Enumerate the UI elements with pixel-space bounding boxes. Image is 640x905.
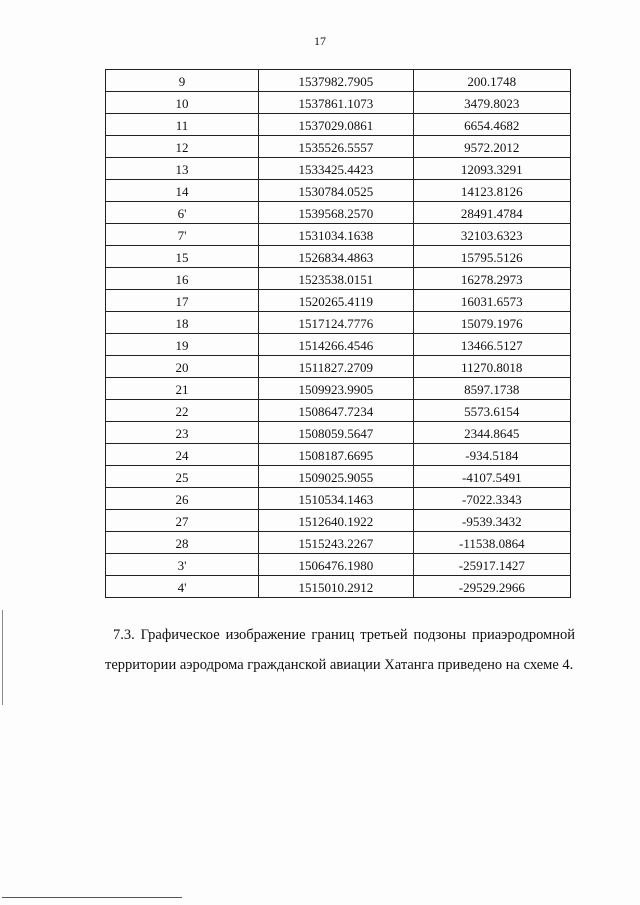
y-coordinate-cell: 11270.8018 bbox=[413, 356, 570, 378]
x-coordinate-cell: 1523538.0151 bbox=[259, 268, 413, 290]
x-coordinate-cell: 1509025.9055 bbox=[259, 466, 413, 488]
table-row bbox=[106, 158, 571, 180]
point-number-cell: 7' bbox=[106, 224, 259, 246]
point-number-cell: 6' bbox=[106, 202, 259, 224]
point-number-cell: 17 bbox=[106, 290, 259, 312]
y-coordinate-cell: -11538.0864 bbox=[413, 532, 570, 554]
point-number-cell: 16 bbox=[106, 268, 259, 290]
y-coordinate-cell: 2344.8645 bbox=[413, 422, 570, 444]
point-number-cell: 21 bbox=[106, 378, 259, 400]
x-coordinate-cell: 1531034.1638 bbox=[259, 224, 413, 246]
table-row bbox=[106, 202, 571, 224]
x-coordinate-cell: 1537029.0861 bbox=[259, 114, 413, 136]
y-coordinate-cell: 3479.8023 bbox=[413, 92, 570, 114]
x-coordinate-cell: 1509923.9905 bbox=[259, 378, 413, 400]
x-coordinate-cell: 1508187.6695 bbox=[259, 444, 413, 466]
point-number-cell: 26 bbox=[106, 488, 259, 510]
point-number-cell: 15 bbox=[106, 246, 259, 268]
point-number-cell: 10 bbox=[106, 92, 259, 114]
x-coordinate-cell: 1508647.7234 bbox=[259, 400, 413, 422]
x-coordinate-cell: 1508059.5647 bbox=[259, 422, 413, 444]
point-number-cell: 9 bbox=[106, 70, 259, 92]
table-row bbox=[106, 70, 571, 92]
scan-edge-line bbox=[2, 610, 3, 705]
table-row bbox=[106, 400, 571, 422]
point-number-cell: 19 bbox=[106, 334, 259, 356]
x-coordinate-cell: 1515010.2912 bbox=[259, 576, 413, 598]
y-coordinate-cell: -4107.5491 bbox=[413, 466, 570, 488]
table-row bbox=[106, 466, 571, 488]
x-coordinate-cell: 1537861.1073 bbox=[259, 92, 413, 114]
table-row bbox=[106, 114, 571, 136]
point-number-cell: 27 bbox=[106, 510, 259, 532]
y-coordinate-cell: -9539.3432 bbox=[413, 510, 570, 532]
x-coordinate-cell: 1537982.7905 bbox=[259, 70, 413, 92]
y-coordinate-cell: 14123.8126 bbox=[413, 180, 570, 202]
table-row bbox=[106, 136, 571, 158]
table-row bbox=[106, 554, 571, 576]
table-row bbox=[106, 268, 571, 290]
x-coordinate-cell: 1512640.1922 bbox=[259, 510, 413, 532]
y-coordinate-cell: 12093.3291 bbox=[413, 158, 570, 180]
point-number-cell: 25 bbox=[106, 466, 259, 488]
y-coordinate-cell: 8597.1738 bbox=[413, 378, 570, 400]
y-coordinate-cell: 200.1748 bbox=[413, 70, 570, 92]
y-coordinate-cell: -7022.3343 bbox=[413, 488, 570, 510]
x-coordinate-cell: 1539568.2570 bbox=[259, 202, 413, 224]
y-coordinate-cell: 16278.2973 bbox=[413, 268, 570, 290]
section-paragraph: 7.3. Графическое изображение границ третьей подзоны приаэродромной территории аэродрома гражданской авиации Хатанга приведено на схеме 4. bbox=[105, 627, 575, 673]
y-coordinate-cell: -934.5184 bbox=[413, 444, 570, 466]
table-row bbox=[106, 180, 571, 202]
y-coordinate-cell: 5573.6154 bbox=[413, 400, 570, 422]
table-row bbox=[106, 356, 571, 378]
y-coordinate-cell: 32103.6323 bbox=[413, 224, 570, 246]
table-row bbox=[106, 510, 571, 532]
footnote-rule bbox=[2, 897, 182, 898]
table-row bbox=[106, 92, 571, 114]
table-row bbox=[106, 334, 571, 356]
x-coordinate-cell: 1535526.5557 bbox=[259, 136, 413, 158]
y-coordinate-cell: -29529.2966 bbox=[413, 576, 570, 598]
table-row bbox=[106, 444, 571, 466]
table-row bbox=[106, 488, 571, 510]
point-number-cell: 20 bbox=[106, 356, 259, 378]
x-coordinate-cell: 1526834.4863 bbox=[259, 246, 413, 268]
point-number-cell: 14 bbox=[106, 180, 259, 202]
y-coordinate-cell: 15795.5126 bbox=[413, 246, 570, 268]
y-coordinate-cell: 15079.1976 bbox=[413, 312, 570, 334]
y-coordinate-cell: 13466.5127 bbox=[413, 334, 570, 356]
x-coordinate-cell: 1506476.1980 bbox=[259, 554, 413, 576]
y-coordinate-cell: 9572.2012 bbox=[413, 136, 570, 158]
y-coordinate-cell: 28491.4784 bbox=[413, 202, 570, 224]
table-row bbox=[106, 532, 571, 554]
point-number-cell: 24 bbox=[106, 444, 259, 466]
x-coordinate-cell: 1514266.4546 bbox=[259, 334, 413, 356]
y-coordinate-cell: 6654.4682 bbox=[413, 114, 570, 136]
x-coordinate-cell: 1520265.4119 bbox=[259, 290, 413, 312]
x-coordinate-cell: 1511827.2709 bbox=[259, 356, 413, 378]
x-coordinate-cell: 1533425.4423 bbox=[259, 158, 413, 180]
point-number-cell: 22 bbox=[106, 400, 259, 422]
x-coordinate-cell: 1517124.7776 bbox=[259, 312, 413, 334]
page-number: 17 bbox=[314, 34, 326, 48]
table-row bbox=[106, 422, 571, 444]
table-row bbox=[106, 378, 571, 400]
table-row bbox=[106, 576, 571, 598]
x-coordinate-cell: 1510534.1463 bbox=[259, 488, 413, 510]
y-coordinate-cell: 16031.6573 bbox=[413, 290, 570, 312]
x-coordinate-cell: 1515243.2267 bbox=[259, 532, 413, 554]
y-coordinate-cell: -25917.1427 bbox=[413, 554, 570, 576]
point-number-cell: 18 bbox=[106, 312, 259, 334]
table-row bbox=[106, 246, 571, 268]
coordinates-table bbox=[105, 69, 571, 598]
point-number-cell: 4' bbox=[106, 576, 259, 598]
point-number-cell: 3' bbox=[106, 554, 259, 576]
table-row bbox=[106, 290, 571, 312]
point-number-cell: 23 bbox=[106, 422, 259, 444]
table-row bbox=[106, 312, 571, 334]
table-row bbox=[106, 224, 571, 246]
point-number-cell: 13 bbox=[106, 158, 259, 180]
point-number-cell: 11 bbox=[106, 114, 259, 136]
coordinates-table-body bbox=[106, 70, 571, 598]
x-coordinate-cell: 1530784.0525 bbox=[259, 180, 413, 202]
point-number-cell: 12 bbox=[106, 136, 259, 158]
point-number-cell: 28 bbox=[106, 532, 259, 554]
